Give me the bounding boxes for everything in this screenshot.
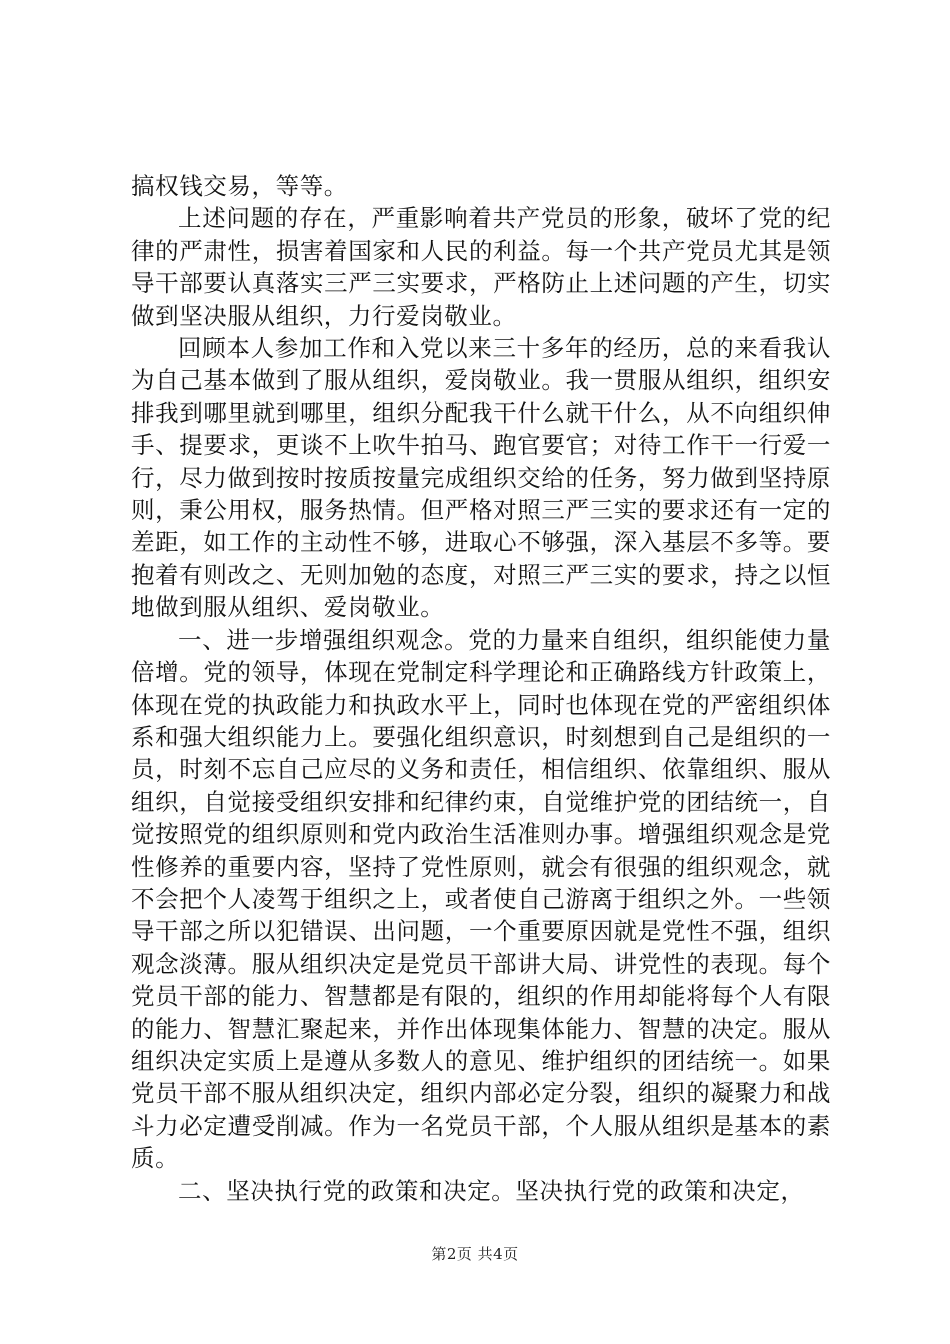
paragraph-4: 一、进一步增强组织观念。党的力量来自组织，组织能使力量倍增。党的领导，体现在党制定科学理论和正确路线方针政策上，体现在党的执政能力和执政水平上，同时也体现在党的严密组织体系和强大组织能力上。要强化组织意识，时刻想到自己是组织的一员，时刻不忘自己应尽的义务和责任，相信组织、依靠组织、服从组织，自觉接受组织安排和纪律约束，自觉维护党的团结统一，自觉按照党的组织原则和党内政治生活准则办事。增强组织观念是党性修养的重要内容，坚持了党性原则，就会有很强的组织观念，就不会把个人凌驾于组织之上，或者使自己游离于组织之外。一些领导干部之所以犯错误、出问题，一个重要原因就是党性不强，组织观念淡薄。服从组织决定是党员干部讲大局、讲党性的表现。每个党员干部的能力、智慧都是有限的，组织的作用却能将每个人有限的能力、智慧汇聚起来，并作出体现集体能力、智慧的决定。服从组织决定实质上是遵从多数人的意见、维护组织的团结统一。如果党员干部不服从组织决定，组织内部必定分裂，组织的凝聚力和战斗力必定遭受削减。作为一名党员干部，个人服从组织是基本的素质。	[131, 625, 831, 1173]
paragraph-1: 搞权钱交易，等等。	[131, 172, 348, 200]
page-footer: 第2页 共4页	[431, 1245, 519, 1263]
paragraph-3: 回顾本人参加工作和入党以来三十多年的经历，总的来看我认为自己基本做到了服从组织，爱岗敬业。我一贯服从组织，组织安排我到哪里就到哪里，组织分配我干什么就干什么，从不向组织伸手、提要求，更谈不上吹牛拍马、跑官要官；对待工作干一行爱一行，尽力做到按时按质按量完成组织交给的任务，努力做到坚持原则，秉公用权，服务热情。但严格对照三严三实的要求还有一定的差距，如工作的主动性不够，进取心不够强，深入基层不多等。要抱着有则改之、无则加勉的态度，对照三严三实的要求，持之以恒地做到服从组织、爱岗敬业。	[131, 334, 831, 622]
document-body	[131, 170, 831, 1207]
paragraph-5: 二、坚决执行党的政策和决定。坚决执行党的政策和决定，	[178, 1176, 805, 1205]
paragraph-2: 上述问题的存在，严重影响着共产党员的形象，破坏了党的纪律的严肃性，损害着国家和人民的利益。每一个共产党员尤其是领导干部要认真落实三严三实要求，严格防止上述问题的产生，切实做到坚决服从组织，力行爱岗敬业。	[131, 204, 831, 330]
